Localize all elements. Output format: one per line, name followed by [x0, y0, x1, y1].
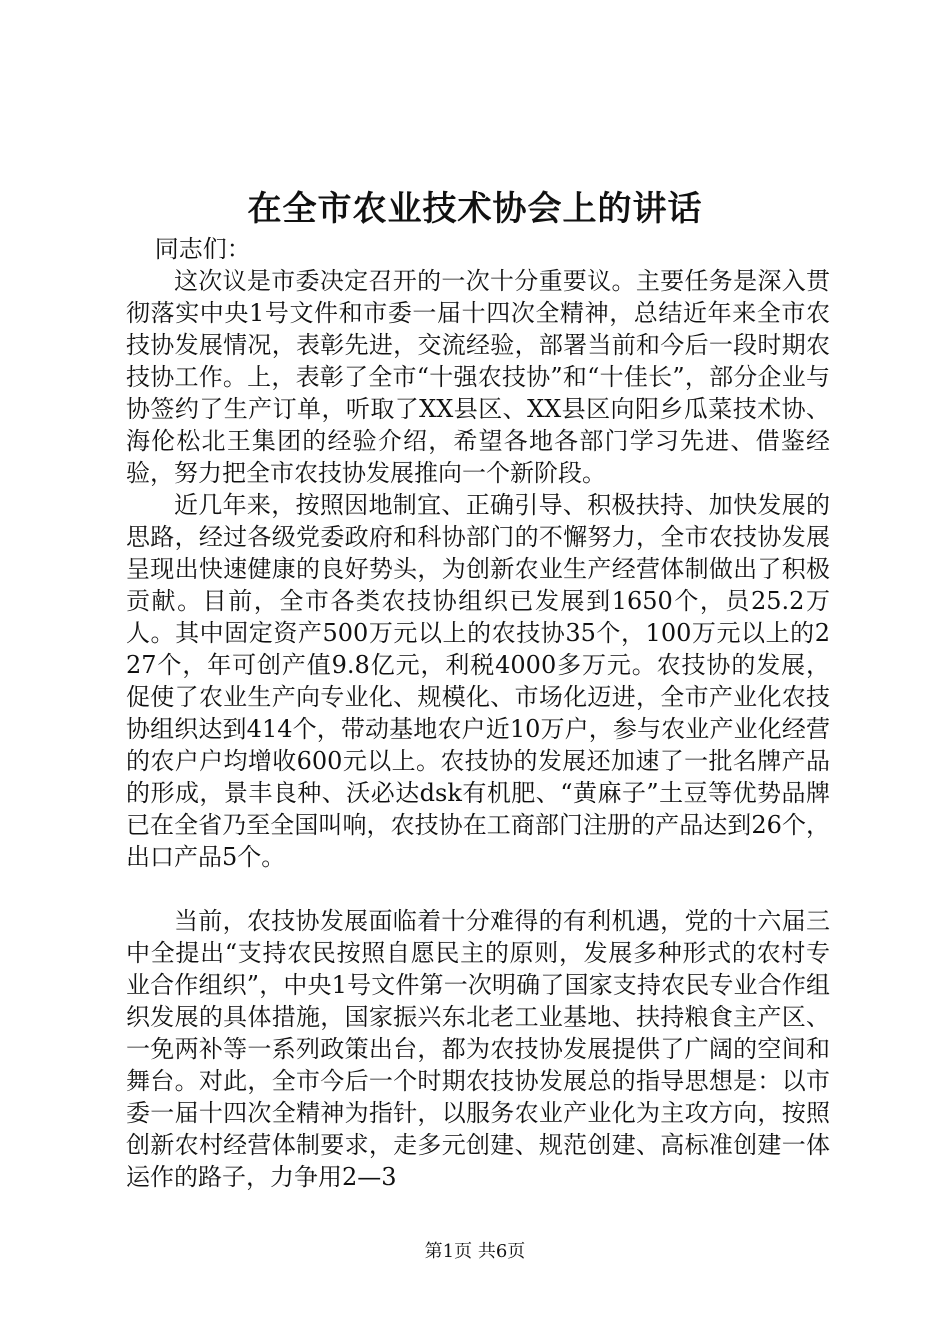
salutation: 同志们： [154, 235, 251, 263]
page-number-footer: 第1页 共6页 [424, 1241, 526, 1262]
document-body [126, 233, 830, 1193]
paragraph-1: 这次议是市委决定召开的一次十分重要议。主要任务是深入贯彻落实中央1号文件和市委一届十四次全精神，总结近年来全市农技协发展情况，表彰先进，交流经验，部署当前和今后一段时期农技协工作。上，表彰了全市“十强农技协”和“十佳长”，部分企业与协签约了生产订单，听取了XX县区、XX县区向阳乡瓜菜技术协、海伦松北王集团的经验介绍，希望各地各部门学习先进、借鉴经验，努力把全市农技协发展推向一个新阶段。 [126, 267, 830, 487]
paragraph-2: 近几年来，按照因地制宜、正确引导、积极扶持、加快发展的思路，经过各级党委政府和科协部门的不懈努力，全市农技协发展呈现出快速健康的良好势头，为创新农业生产经营体制做出了积极贡献。目前，全市各类农技协组织已发展到1650个，员25.2万人。其中固定资产500万元以上的农技协35个，100万元以上的227个，年可创产值9.8亿元，利税4000多万元。农技协的发展，促使了农业生产向专业化、规模化、市场化迈进，全市产业化农技协组织达到414个，带动基地农户近10万户，参与农业产业化经营的农户户均增收600元以上。农技协的发展还加速了一批名牌产品的形成，景丰良种、沃必达dsk有机肥、“黄麻子”土豆等优势品牌已在全省乃至全国叫响，农技协在工商部门注册的产品达到26个，出口产品5个。 [126, 491, 830, 871]
document-title: 在全市农业技术协会上的讲话 [247, 189, 703, 229]
paragraph-gap [126, 873, 830, 905]
paragraph-3: 当前，农技协发展面临着十分难得的有利机遇，党的十六届三中全提出“支持农民按照自愿民主的原则，发展多种形式的农村专业合作组织”，中央1号文件第一次明确了国家支持农民专业合作组织发展的具体措施，国家振兴东北老工业基地、扶持粮食主产区、一免两补等一系列政策出台，都为农技协发展提供了广阔的空间和舞台。对此，全市今后一个时期农技协发展总的指导思想是：以市委一届十四次全精神为指针，以服务农业产业化为主攻方向，按照创新农村经营体制要求，走多元创建、规范创建、高标准创建一体运作的路子，力争用2—3 [126, 907, 830, 1191]
